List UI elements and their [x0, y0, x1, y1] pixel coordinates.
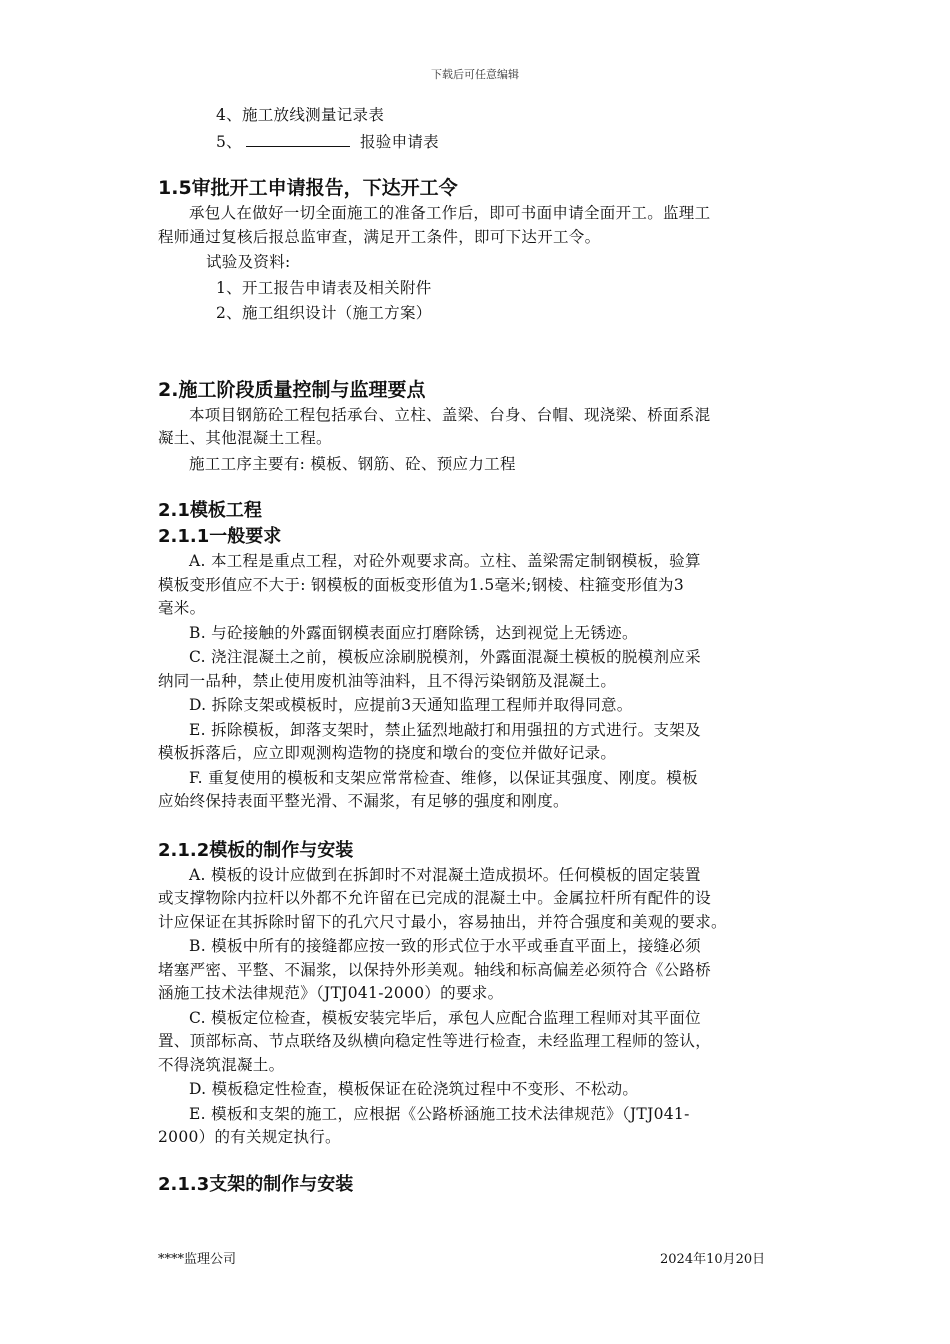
paragraph-line: 凝土、其他混凝土工程。	[158, 429, 332, 447]
paragraph-line: C. 浇注混凝土之前，模板应涂刷脱模剂，外露面混凝土模板的脱模剂应采	[189, 648, 701, 666]
subsection-heading: 2.1.1一般要求	[158, 526, 282, 547]
paragraph-line: 程师通过复核后报总监审查，满足开工条件，即可下达开工令。	[158, 227, 601, 246]
paragraph-line: 纳同一品种，禁止使用废机油等油料，且不得污染钢筋及混凝土。	[158, 671, 617, 690]
paragraph-line: A. 模板的设计应做到在拆卸时不对混凝土造成损坏。任何模板的固定装置	[189, 865, 701, 884]
paragraph-line: 承包人在做好一切全面施工的准备工作后，即可书面申请全面开工。监理工	[189, 204, 711, 222]
footer-company: ****监理公司	[158, 1252, 237, 1267]
paragraph-line: 本项目钢筋砼工程包括承台、立柱、盖梁、台身、台帽、现浇梁、桥面系混	[189, 405, 711, 424]
paragraph: D. 模板稳定性检查，模板保证在砼浇筑过程中不变形、不松动。	[189, 1080, 639, 1098]
paragraph-line: 模板拆落后，应立即观测构造物的挠度和墩台的变位并做好记录。	[158, 744, 617, 762]
subsection-heading: 2.1.3支架的制作与安装	[158, 1173, 354, 1195]
paragraph-line: F. 重复使用的模板和支架应常常检查、维修，以保证其强度、刚度。模板	[189, 768, 698, 787]
section-heading: 2.1模板工程	[158, 500, 262, 521]
paragraph: D. 拆除支架或模板时，应提前3天通知监理工程师并取得同意。	[189, 696, 633, 714]
list-item-prefix: 5、	[216, 132, 242, 151]
paragraph-line: E. 模板和支架的施工，应根据《公路桥涵施工技术法律规范》（JTJ041-	[189, 1104, 690, 1123]
list-item: 2、施工组织设计（施工方案）	[216, 304, 432, 322]
section-heading: 2.施工阶段质量控制与监理要点	[158, 378, 426, 401]
section-heading: 1.5审批开工申请报告，下达开工令	[158, 177, 458, 199]
paragraph-line: 涵施工技术法律规范》（JTJ041-2000）的要求。	[158, 984, 504, 1002]
list-item: 1、开工报告申请表及相关附件	[216, 278, 432, 297]
paragraph-line: 堵塞严密、平整、不漏浆，以保持外形美观。轴线和标高偏差必须符合《公路桥	[158, 960, 712, 979]
paragraph: 施工工序主要有: 模板、钢筋、砼、预应力工程	[189, 454, 516, 473]
list-item-label: 报验申请表	[359, 132, 439, 151]
paragraph-line: 置、顶部标高、节点联络及纵横向稳定性等进行检查，未经监理工程师的签认，	[158, 1032, 712, 1050]
paragraph-line: 2000）的有关规定执行。	[158, 1128, 341, 1146]
paragraph-line: 或支撑物除内拉杆以外都不允许留在已完成的混凝土中。金属拉杆所有配件的设	[158, 889, 712, 907]
list-item: 4、施工放线测量记录表	[216, 106, 385, 124]
document-body	[158, 104, 818, 1198]
paragraph: B. 与砼接触的外露面钢模表面应打磨除锈，达到视觉上无锈迹。	[189, 623, 638, 642]
paragraph-line: 计应保证在其拆除时留下的孔穴尺寸最小，容易抽出，并符合强度和美观的要求。	[158, 912, 727, 931]
subsection-heading: 2.1.2模板的制作与安装	[158, 839, 354, 861]
blank-line	[246, 132, 350, 147]
paragraph-line: B. 模板中所有的接缝都应按一致的形式位于水平或垂直平面上，接缝必须	[189, 937, 701, 955]
paragraph-line: 不得浇筑混凝土。	[158, 1055, 285, 1074]
paragraph-line: C. 模板定位检查，模板安装完毕后，承包人应配合监理工程师对其平面位	[189, 1008, 701, 1027]
paragraph-line: E. 拆除模板，卸落支架时，禁止猛烈地敲打和用强扭的方式进行。支架及	[189, 720, 701, 739]
footer-date: 2024年10月20日	[660, 1252, 766, 1267]
paragraph-line: 毫米。	[158, 599, 206, 617]
page-header: 下载后可任意编辑	[431, 68, 519, 81]
paragraph-line: 应始终保持表面平整光滑、不漏浆，有足够的强度和刚度。	[158, 792, 569, 810]
paragraph-line: 模板变形值应不大于: 钢模板的面板变形值为1.5毫米;钢棱、柱箍变形值为3	[158, 575, 684, 594]
list-label: 试验及资料:	[206, 253, 291, 271]
paragraph-line: A. 本工程是重点工程，对砼外观要求高。立柱、盖梁需定制钢模板，验算	[189, 552, 701, 570]
list-item	[158, 131, 818, 155]
